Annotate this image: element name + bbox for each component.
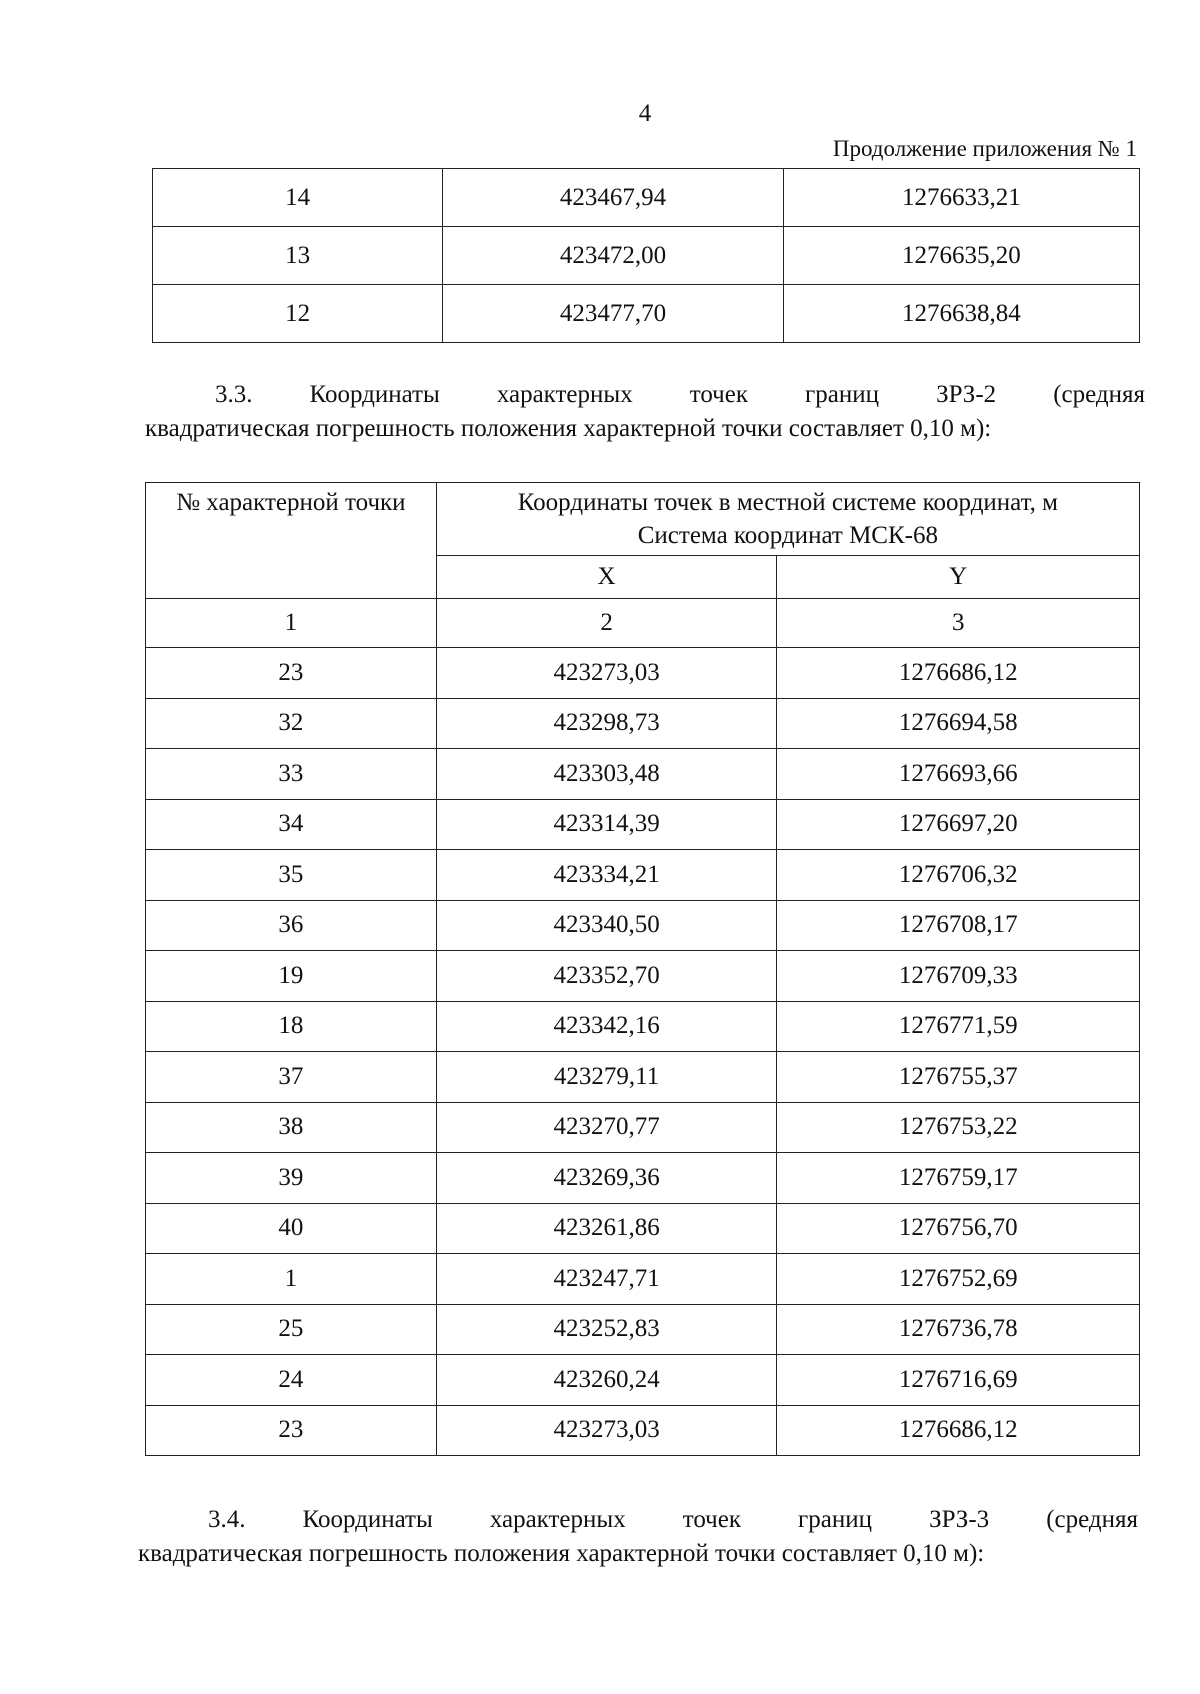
table-row [146,1355,1140,1406]
section-3-4-line2: квадратическая погрешность положения характерной точки составляет 0,10 м): [138,1540,985,1567]
section-3-4-word: Координаты [302,1506,433,1533]
y-coordinate-cell: 1276638,84 [783,285,1139,343]
point-number-cell: 37 [146,1052,437,1103]
y-coordinate-cell: 1276752,69 [777,1254,1140,1305]
x-coordinate-cell: 423303,48 [436,749,777,800]
table-row [146,1203,1140,1254]
x-coordinate-cell: 423269,36 [436,1153,777,1204]
point-number-cell: 19 [146,951,437,1002]
point-number-cell: 36 [146,900,437,951]
y-coordinate-cell: 1276693,66 [777,749,1140,800]
header-y: Y [777,556,1140,599]
section-3-4-word: точек [682,1506,741,1533]
x-coordinate-cell: 423270,77 [436,1102,777,1153]
table-row [146,749,1140,800]
x-coordinate-cell: 423467,94 [443,169,783,227]
x-coordinate-cell: 423247,71 [436,1254,777,1305]
x-coordinate-cell: 423260,24 [436,1355,777,1406]
x-coordinate-cell: 423252,83 [436,1304,777,1355]
table-row [153,227,1140,285]
y-coordinate-cell: 1276686,12 [777,1405,1140,1456]
zrz2-coordinates-table [145,482,1140,1456]
y-coordinate-cell: 1276708,17 [777,900,1140,951]
point-number-cell: 18 [146,1001,437,1052]
section-3-4-word: характерных [489,1506,626,1533]
header-coordinates [436,483,1139,556]
table-row [146,1254,1140,1305]
point-number-cell: 23 [146,648,437,699]
section-3-4-word: ЗРЗ-3 [929,1506,990,1533]
table-row [146,799,1140,850]
section-3-3-word: ЗРЗ-2 [936,381,997,408]
point-number-cell: 24 [146,1355,437,1406]
point-number-cell: 39 [146,1153,437,1204]
y-coordinate-cell: 1276697,20 [777,799,1140,850]
point-number-cell: 13 [153,227,443,285]
y-coordinate-cell: 1276694,58 [777,698,1140,749]
x-coordinate-cell: 423334,21 [436,850,777,901]
y-coordinate-cell: 1276633,21 [783,169,1139,227]
section-3-3-word: (средняя [1053,381,1145,408]
y-coordinate-cell: 1276753,22 [777,1102,1140,1153]
table-row [146,900,1140,951]
section-3-3-word: точек [689,381,748,408]
table-row [146,1001,1140,1052]
table-row [146,648,1140,699]
y-coordinate-cell: 1276755,37 [777,1052,1140,1103]
header-x: X [436,556,777,599]
table-row [146,1052,1140,1103]
point-number-cell: 14 [153,169,443,227]
point-number-cell: 32 [146,698,437,749]
table-row [146,1304,1140,1355]
x-coordinate-cell: 423340,50 [436,900,777,951]
point-number-cell: 38 [146,1102,437,1153]
point-number-cell: 33 [146,749,437,800]
point-number-cell: 1 [146,1254,437,1305]
y-coordinate-cell: 1276706,32 [777,850,1140,901]
x-coordinate-cell: 423352,70 [436,951,777,1002]
section-3-4-paragraph [138,1503,1138,1571]
section-3-4-word: (средняя [1046,1506,1138,1533]
x-coordinate-cell: 423261,86 [436,1203,777,1254]
column-index: 2 [436,599,777,648]
table-row [153,285,1140,343]
column-index-row [146,599,1140,648]
table-row [153,169,1140,227]
x-coordinate-cell: 423273,03 [436,1405,777,1456]
section-3-3-paragraph [145,378,1145,446]
table-row [146,1405,1140,1456]
x-coordinate-cell: 423298,73 [436,698,777,749]
x-coordinate-cell: 423477,70 [443,285,783,343]
section-3-4-number: 3.4. [208,1506,246,1533]
point-number-cell: 40 [146,1203,437,1254]
top-coordinates-table [152,168,1140,343]
section-3-4-word: границ [798,1506,873,1533]
column-index: 3 [777,599,1140,648]
table-row [146,850,1140,901]
y-coordinate-cell: 1276686,12 [777,648,1140,699]
point-number-cell: 25 [146,1304,437,1355]
y-coordinate-cell: 1276716,69 [777,1355,1140,1406]
y-coordinate-cell: 1276771,59 [777,1001,1140,1052]
table-row [146,1153,1140,1204]
continuation-label: Продолжение приложения № 1 [832,136,1137,161]
table-row [146,1102,1140,1153]
section-3-3-line2: квадратическая погрешность положения характерной точки составляет 0,10 м): [145,415,992,442]
point-number-cell: 23 [146,1405,437,1456]
x-coordinate-cell: 423273,03 [436,648,777,699]
y-coordinate-cell: 1276759,17 [777,1153,1140,1204]
column-index: 1 [146,599,437,648]
section-3-3-word: характерных [496,381,633,408]
y-coordinate-cell: 1276709,33 [777,951,1140,1002]
x-coordinate-cell: 423314,39 [436,799,777,850]
header-coordinates-line2: Система координат МСК-68 [637,522,938,549]
table-row [146,951,1140,1002]
header-coordinates-line1: Координаты точек в местной системе координат, м [517,489,1058,516]
y-coordinate-cell: 1276736,78 [777,1304,1140,1355]
table-row [146,698,1140,749]
header-point-number: № характерной точки [146,483,437,599]
x-coordinate-cell: 423472,00 [443,227,783,285]
point-number-cell: 12 [153,285,443,343]
section-3-3-word: границ [805,381,880,408]
page-number: 4 [638,100,652,127]
y-coordinate-cell: 1276756,70 [777,1203,1140,1254]
y-coordinate-cell: 1276635,20 [783,227,1139,285]
section-3-3-number: 3.3. [215,381,253,408]
x-coordinate-cell: 423342,16 [436,1001,777,1052]
x-coordinate-cell: 423279,11 [436,1052,777,1103]
point-number-cell: 35 [146,850,437,901]
section-3-3-word: Координаты [309,381,440,408]
point-number-cell: 34 [146,799,437,850]
